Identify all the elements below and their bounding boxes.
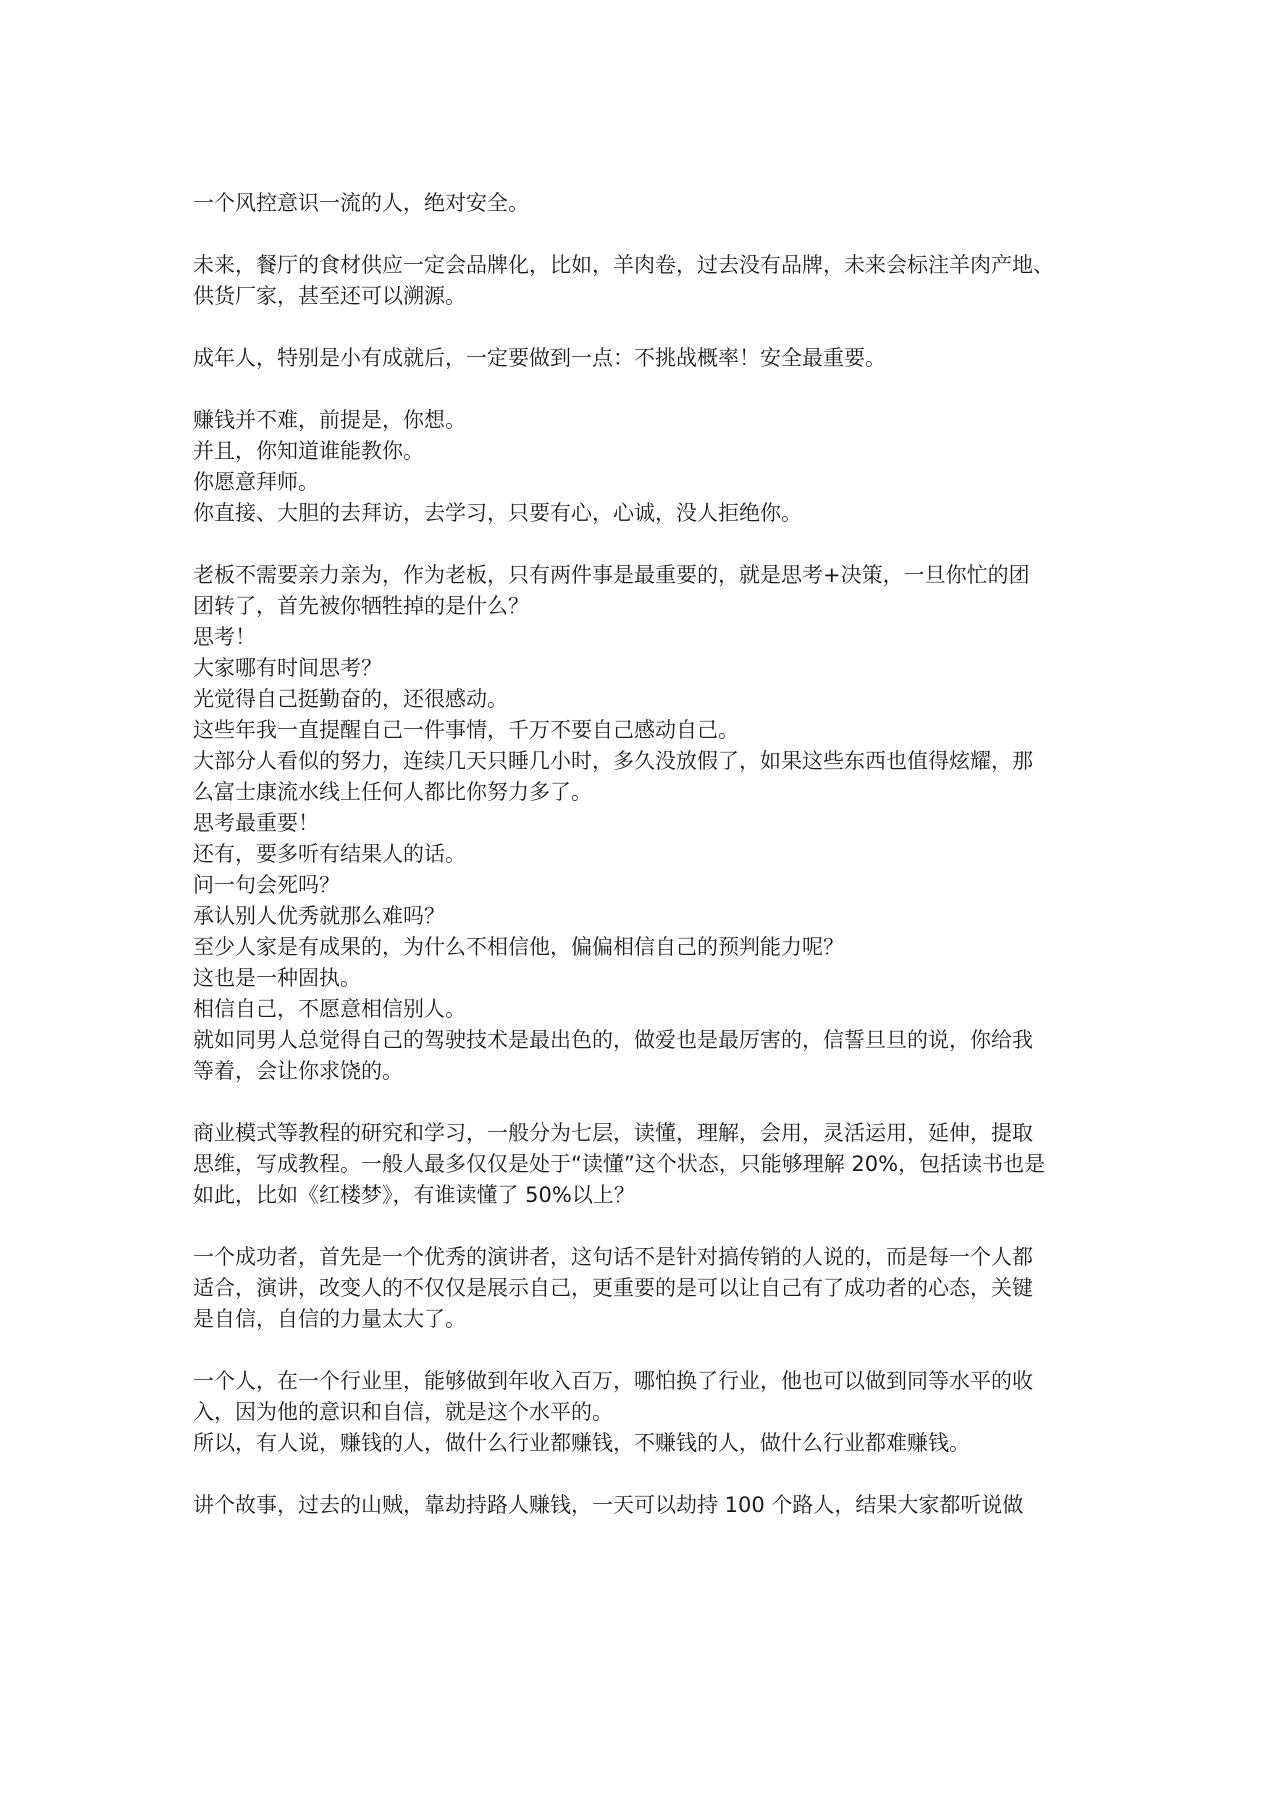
- text-line: 老板不需要亲力亲为，作为老板，只有两件事是最重要的，就是思考+决策，一旦你忙的团: [193, 563, 1030, 587]
- text-line: 至少人家是有成果的，为什么不相信他，偏偏相信自己的预判能力呢？: [193, 935, 844, 959]
- paragraph: [193, 1242, 1089, 1335]
- text-line: 一个人，在一个行业里，能够做到年收入百万，哪怕换了行业，他也可以做到同等水平的收: [193, 1369, 1033, 1393]
- text-line: 未来，餐厅的食材供应一定会品牌化，比如，羊肉卷，过去没有品牌，未来会标注羊肉产地、: [193, 253, 1054, 277]
- text-line: 承认别人优秀就那么难吗？: [193, 904, 445, 928]
- paragraph: [193, 405, 1089, 529]
- text-line: 还有，要多听有结果人的话。: [193, 842, 466, 866]
- text-line: 大家哪有时间思考？: [193, 656, 382, 680]
- text-line: 是自信，自信的力量太大了。: [193, 1307, 466, 1331]
- text-line: 你愿意拜师。: [193, 470, 319, 494]
- text-line: 等着，会让你求饶的。: [193, 1059, 403, 1083]
- text-line: 团转了，首先被你牺牲掉的是什么？: [193, 594, 529, 618]
- text-line: 一个成功者，首先是一个优秀的演讲者，这句话不是针对搞传销的人说的，而是每一个人都: [193, 1245, 1033, 1269]
- text-line: 入，因为他的意识和自信，就是这个水平的。: [193, 1400, 613, 1424]
- text-line: 讲个故事，过去的山贼，靠劫持路人赚钱，一天可以劫持 100 个路人，结果大家都听说做: [193, 1493, 1024, 1517]
- text-line: 所以，有人说，赚钱的人，做什么行业都赚钱，不赚钱的人，做什么行业都难赚钱。: [193, 1431, 970, 1455]
- text-line: 适合，演讲，改变人的不仅仅是展示自己，更重要的是可以让自己有了成功者的心态，关键: [193, 1276, 1033, 1300]
- paragraph: [193, 343, 1089, 374]
- text-line: 这些年我一直提醒自己一件事情，千万不要自己感动自己。: [193, 718, 739, 742]
- text-line: 相信自己，不愿意相信别人。: [193, 997, 466, 1021]
- text-line: 光觉得自己挺勤奋的，还很感动。: [193, 687, 508, 711]
- text-line: 并且，你知道谁能教你。: [193, 439, 424, 463]
- paragraph: [193, 250, 1089, 312]
- text-line: 思考最重要！: [193, 811, 319, 835]
- text-line: 成年人，特别是小有成就后，一定要做到一点：不挑战概率！安全最重要。: [193, 346, 886, 370]
- text-line: 商业模式等教程的研究和学习，一般分为七层，读懂，理解，会用，灵活运用，延伸，提取: [193, 1121, 1033, 1145]
- text-line: 思考！: [193, 625, 256, 649]
- paragraph: [193, 1118, 1089, 1211]
- text-line: 么富士康流水线上任何人都比你努力多了。: [193, 780, 592, 804]
- text-line: 问一句会死吗？: [193, 873, 340, 897]
- text-line: 你直接、大胆的去拜访，去学习，只要有心，心诚，没人拒绝你。: [193, 501, 802, 525]
- text-line: 大部分人看似的努力，连续几天只睡几小时，多久没放假了，如果这些东西也值得炫耀，那: [193, 749, 1033, 773]
- paragraph: [193, 188, 1089, 219]
- text-line: 赚钱并不难，前提是，你想。: [193, 408, 466, 432]
- text-line: 供货厂家，甚至还可以溯源。: [193, 284, 466, 308]
- paragraph: [193, 560, 1089, 1087]
- text-line: 思维，写成教程。一般人最多仅仅是处于“读懂”这个状态，只能够理解 20%，包括读书也是: [193, 1152, 1046, 1176]
- text-line: 一个风控意识一流的人，绝对安全。: [193, 191, 529, 215]
- paragraph: [193, 1490, 1089, 1521]
- paragraph: [193, 1366, 1089, 1459]
- document-body: [193, 188, 1089, 1552]
- text-line: 这也是一种固执。: [193, 966, 361, 990]
- text-line: 就如同男人总觉得自己的驾驶技术是最出色的，做爱也是最厉害的，信誓旦旦的说，你给我: [193, 1028, 1033, 1052]
- text-line: 如此，比如《红楼梦》，有谁读懂了 50%以上？: [193, 1183, 635, 1207]
